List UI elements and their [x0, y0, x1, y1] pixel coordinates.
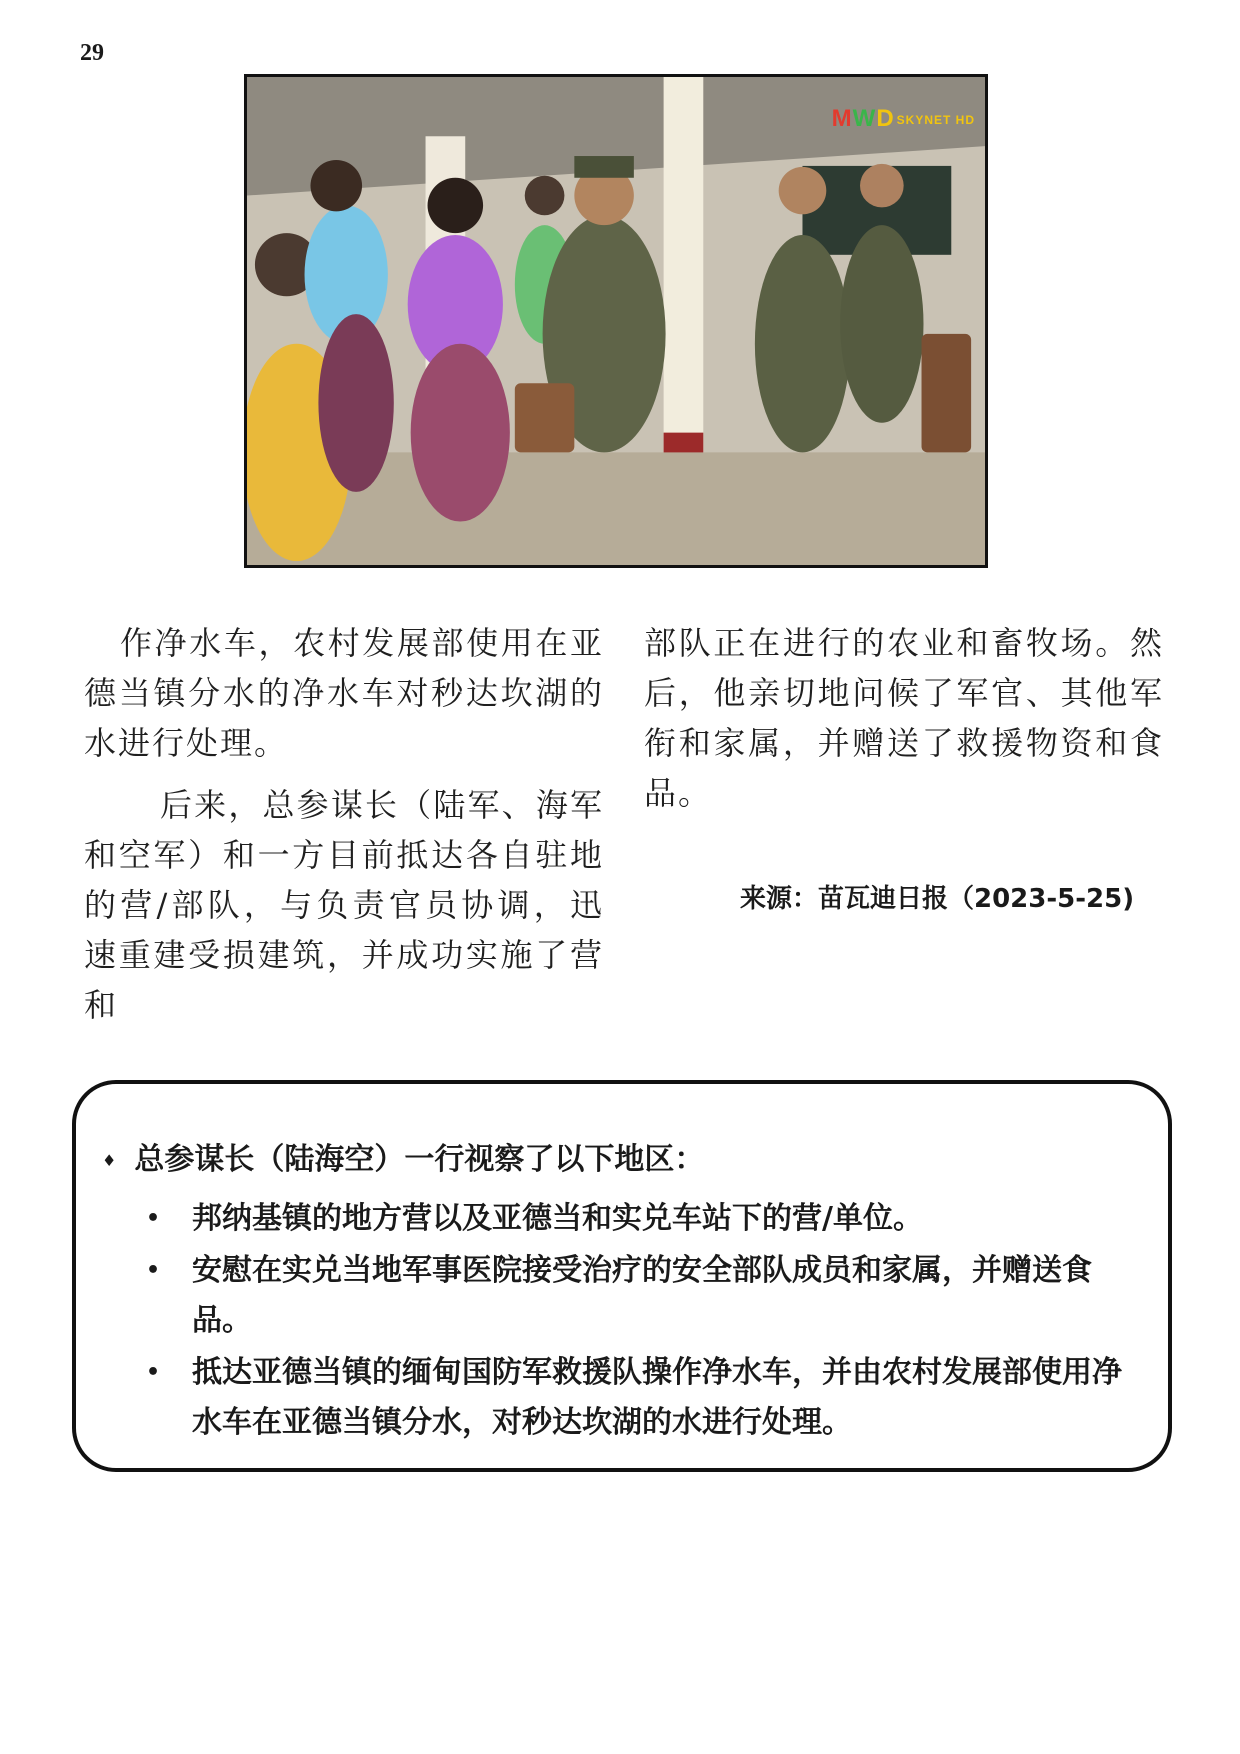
summary-heading: ♦ 总参谋长（陆海空）一行视察了以下地区：: [102, 1142, 705, 1177]
right-column: [644, 618, 1164, 818]
paragraph: 后来，总参谋长（陆军、海军和空军）和一方目前抵达各自驻地的营/部队，与负责官员协调，迅速重建受损建筑，并成功实施了营和: [84, 786, 604, 1024]
tv-channel-logo: MWD SKYNET HD: [831, 105, 975, 132]
bullet-icon: •: [146, 1258, 161, 1283]
diamond-bullet-icon: ♦: [102, 1150, 117, 1170]
paragraph: 作净水车，农村发展部使用在亚德当镇分水的净水车对秒达坎湖的水进行处理。: [84, 624, 604, 762]
page-number: 29: [80, 40, 104, 66]
list-item: • 安慰在实兑当地军事医院接受治疗的安全部队成员和家属，并赠送食品。: [146, 1246, 1146, 1346]
source-citation: 来源：苗瓦迪日报（2023-5-25): [740, 884, 1135, 914]
bullet-icon: •: [146, 1360, 161, 1385]
summary-list: [146, 1194, 1146, 1450]
list-item: • 邦纳基镇的地方营以及亚德当和实兑车站下的营/单位。: [146, 1194, 1146, 1244]
list-item: • 抵达亚德当镇的缅甸国防军救援队操作净水车，并由农村发展部使用净水车在亚德当镇分水，对秒达坎湖的水进行处理。: [146, 1348, 1146, 1448]
paragraph: 部队正在进行的农业和畜牧场。然后，他亲切地问候了军官、其他军衔和家属，并赠送了救援物资和食品。: [644, 624, 1164, 812]
photo-scene: [247, 77, 985, 565]
news-photo: [244, 74, 988, 568]
bullet-icon: •: [146, 1206, 161, 1231]
left-column: [84, 618, 604, 1030]
summary-box: [72, 1080, 1172, 1472]
